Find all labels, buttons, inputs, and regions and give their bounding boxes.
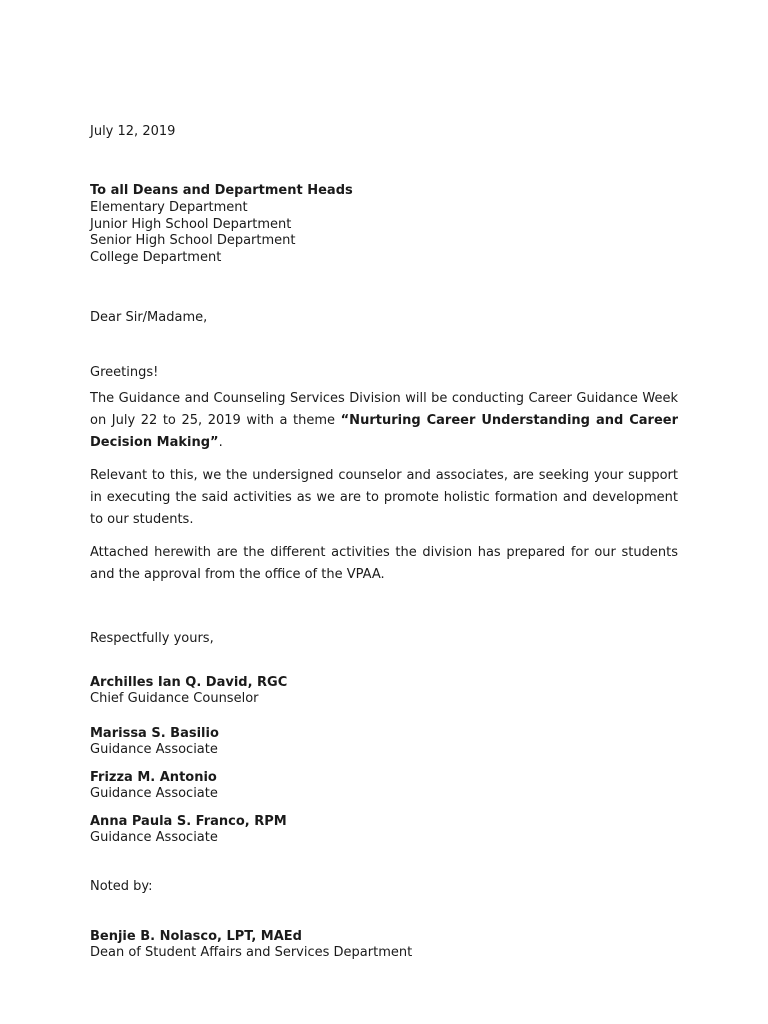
body-paragraph-1 — [90, 388, 678, 454]
signatory-name: Marissa S. Basilio — [90, 726, 219, 741]
paragraph-1-text: The Guidance and Counseling Services Division will be conducting Career Guidance Week on July 22 to 25, 2019 with a theme — [90, 391, 678, 428]
signatory-name: Archilles Ian Q. David, RGC — [90, 675, 288, 690]
recipient-heading: To all Deans and Department Heads — [90, 183, 353, 198]
salutation: Dear Sir/Madame, — [90, 310, 208, 325]
signatory-title: Chief Guidance Counselor — [90, 691, 259, 706]
signatory-title: Guidance Associate — [90, 786, 218, 801]
signatory-block — [90, 675, 287, 707]
recipient-department: Elementary Department — [90, 200, 248, 215]
noted-by-label: Noted by: — [90, 879, 153, 894]
body-paragraph-2: Relevant to this, we the undersigned counselor and associates, are seeking your support in executing the said activities as we are to promote holistic formation and development to our students. — [90, 468, 678, 527]
signatory-title: Guidance Associate — [90, 830, 218, 845]
recipient-department: College Department — [90, 249, 222, 265]
signatory-name: Frizza M. Antonio — [90, 770, 217, 785]
signatory-block — [90, 726, 219, 758]
recipient-department: Senior High School Department — [90, 233, 296, 248]
signatory-title: Guidance Associate — [90, 742, 218, 757]
signatory-name: Anna Paula S. Franco, RPM — [90, 814, 287, 829]
signatory-block — [90, 770, 218, 802]
signatory-block — [90, 814, 287, 846]
noter-title: Dean of Student Affairs and Services Department — [90, 945, 413, 960]
noter-block — [90, 929, 412, 961]
recipient-department: Junior High School Department — [90, 216, 292, 232]
noter-name: Benjie B. Nolasco, LPT, MAEd — [90, 929, 302, 944]
paragraph-1-end: . — [218, 435, 223, 450]
greeting: Greetings! — [90, 365, 159, 380]
closing: Respectfully yours, — [90, 631, 214, 646]
body-paragraph-3: Attached herewith are the different activities the division has prepared for our students and the approval from the office of the VPAA. — [90, 545, 678, 582]
theme-title: “Nurturing Career Understanding and Career Decision Making” — [90, 413, 679, 450]
letter-date: July 12, 2019 — [90, 124, 176, 139]
